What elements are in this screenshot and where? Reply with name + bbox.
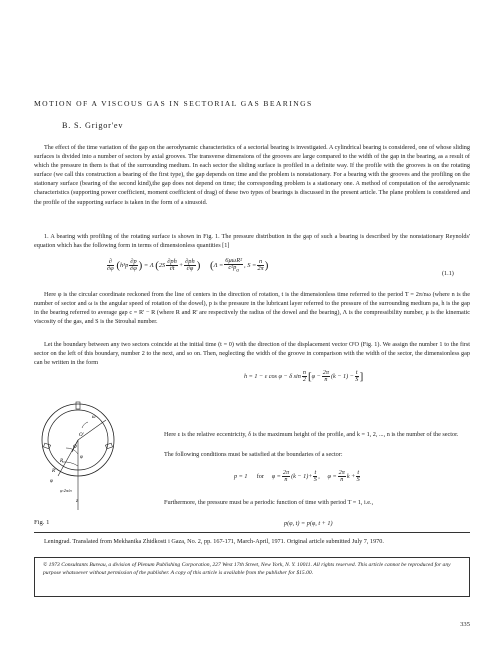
footer-source-note: Leningrad. Translated from Mekhanika Zhidkosti i Gaza, No. 2, pp. 167-171, March-April, 1971. Original article submitted July 7, 1970. <box>44 538 384 545</box>
article-author: B. S. Grigor'ev <box>62 121 124 130</box>
paragraph-boundary: Let the boundary between any two sectors coincide at the initial time (t = 0) with the direction of the displacement vector O'O (Fig. 1). We assign the number 1 to the first sector on the left of this boundary, number 2 to the next, and so on. Then, neglecting the width of the groove in comparison with the width of the sector, the dimensionless gap can be written in the form <box>34 341 470 367</box>
svg-text:R: R <box>60 459 64 464</box>
abstract-paragraph: The effect of the time variation of the gap on the aerodynamic characteristics of a sectorial bearing is investigated. A cylindrical bearing is considered, one of whose sliding surfaces is divided into a number of sectors by axial grooves. The transverse dimensions of the grooves are large compared to the width of the gap in the bearing, as a result of which the pressure in them is that of the surrounding medium. In each sector the sliding surface is profiled in a definite way. If the profile with the grooves is on the rotating surface (we call this construction a bearing of the first type), the gap depends on time and the problem is nonstationary. For a bearing with the grooves and the profiling on the stationary surface (bearing of the second kind),the gap does not depend on time; the corresponding problem is a stationary one. A method of computation of the aerodynamic characteristics (supporting power coefficient, moment coefficient of drag) of these two types of bearings is discussed in the present article. The plane problem is considered and the profile of the supporting surface is taken in the form of a sinusoid. <box>34 144 470 206</box>
svg-text:R': R' <box>52 469 57 474</box>
svg-text:z: z <box>76 499 78 504</box>
equation-1-1: $\frac{\partial}{\partial\varphi}$ (h³p $\frac{\partial p}{\partial\varphi}$ ) = Λ (2S $\frac{\partial ph}{\partial t}$ + $\frac{\partial ph}{\partial\varphi}$ ) (Λ = $\frac{\text{6μωR²}}{c^2p_a}$ , S = $\frac{n}{2\pi}$ ) <box>107 257 269 274</box>
svg-text:φ·2π/n: φ·2π/n <box>60 488 72 493</box>
copyright-text: © 1973 Consultants Bureau, a division of Plenum Publishing Corporation, 227 West 17th Street, New York, N. Y. 10011. All rights reserved. This article cannot be reproduced for any purpose whatsoever without permission of the publisher. A copy of this article is available from the publisher for $15.00. <box>43 562 451 576</box>
svg-text:ω: ω <box>92 415 96 420</box>
equation-boundary-conditions: p = 1 for φ = $\frac{2\pi}{n}$ (k − 1)+ $\frac{t}{S}$ , φ = $\frac{2\pi}{n}$ k + $\frac{t}{S}$ <box>234 469 360 483</box>
svg-text:φ: φ <box>80 455 83 460</box>
footer-rule <box>34 532 470 533</box>
copyright-box <box>34 557 470 597</box>
paper-page <box>34 0 470 645</box>
svg-text:O: O <box>73 445 77 450</box>
svg-text:O': O' <box>79 433 84 438</box>
equation-number: (1.1) <box>442 270 454 277</box>
page-number: 335 <box>460 621 470 628</box>
paragraph-section-1: 1. A bearing with profiling of the rotating surface is shown in Fig. 1. The pressure distribution in the gap of such a bearing is described by the nonstationary Reynolds' equation which has the following form in terms of dimensionless quantities [1] <box>34 233 470 250</box>
equation-periodic: p(φ, t) = p(φ, t + 1) <box>284 520 333 527</box>
svg-text:φ: φ <box>50 479 53 484</box>
figure-1-caption: Fig. 1 <box>34 519 50 526</box>
article-title: MOTION OF A VISCOUS GAS IN SECTORIAL GAS BEARINGS <box>34 99 313 108</box>
paragraph-epsilon: Here ε is the relative eccentricity, δ is the maximum height of the profile, and k = 1, 2, ..., n is the number of the sector. <box>164 431 459 438</box>
paragraph-conditions: The following conditions must be satisfied at the boundaries of a sector: <box>164 451 343 458</box>
paragraph-definitions: Here φ is the circular coordinate reckoned from the line of centers in the direction of rotation, t is the dimensionless time referred to the period T = 2π/nω (where n is the number of sector and ω is the angular speed of rotation of the dowel), p is the pressure in the lubricant layer referred to the pressure of the surrounding medium pa, h is the gap in the bearing referred to average gap c = R' − R (where R and R' are respectively the radius of the dowel and the bearing), Λ is the compressibility number, μ is the kinematic viscosity of the gas, and S is the Strouhal number. <box>34 291 470 326</box>
paragraph-periodic: Furthermore, the pressure must be a periodic function of time with period T = 1, i.e., <box>164 499 374 506</box>
equation-gap: h = 1 − ε cos φ − δ sin $\frac{n}{2}$ [φ − $\frac{2\pi}{n}$ (k − 1) − $\frac{t}{S}$ ] <box>244 369 364 383</box>
figure-1-diagram <box>36 392 126 510</box>
